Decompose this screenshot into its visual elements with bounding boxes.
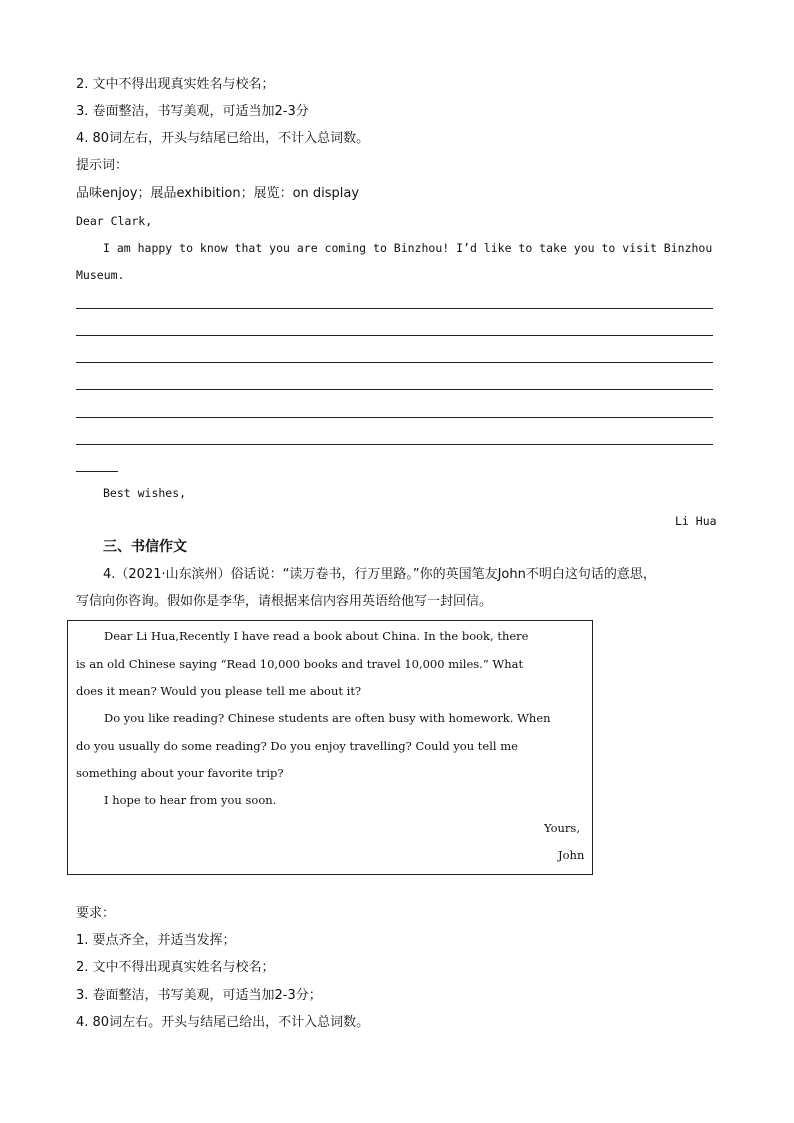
writing-line (76, 417, 713, 418)
question-text: 写信向你咨询。假如你是李华，请根据来信内容用英语给他写一封回信。 (76, 594, 493, 609)
incoming-letter-box (67, 620, 593, 875)
section-heading: 三、书信作文 (103, 539, 187, 555)
letter-greeting: Dear Clark, (76, 214, 153, 228)
requirement-line: 2. 文中不得出现真实姓名与校名； (76, 960, 275, 975)
writing-line (76, 335, 713, 336)
writing-line-short (76, 471, 118, 472)
requirement-line: 2. 文中不得出现真实姓名与校名； (76, 77, 275, 92)
box-letter-line: something about your favorite trip? (76, 766, 284, 780)
writing-line (76, 308, 713, 309)
letter-signature: Li Hua (675, 514, 717, 528)
box-letter-signature: John (558, 848, 585, 862)
letter-body: I am happy to know that you are coming to Binzhou! I’d like to take you to visit Binzhou (103, 241, 713, 255)
box-letter-line: does it mean? Would you please tell me about it? (76, 684, 362, 698)
requirement-line: 3. 卷面整洁，书写美观，可适当加2-3分； (76, 988, 322, 1003)
question-text: 4.（2021·山东滨州）俗话说：“读万卷书，行万里路。”你的英国笔友John不明白这句话的意思， (103, 567, 656, 582)
requirement-line: 3. 卷面整洁，书写美观，可适当加2-3分 (76, 104, 309, 119)
writing-line (76, 389, 713, 390)
box-letter-line: I hope to hear from you soon. (104, 793, 277, 807)
box-letter-closing: Yours, (544, 821, 580, 835)
hint-label: 提示词： (76, 158, 129, 173)
requirement-line: 1. 要点齐全，并适当发挥； (76, 933, 236, 948)
letter-body: Museum. (76, 268, 125, 282)
hint-words: 品味enjoy；展品exhibition；展览：on display (76, 186, 360, 201)
letter-closing: Best wishes, (103, 486, 187, 500)
requirement-line: 4. 80词左右。开头与结尾已给出，不计入总词数。 (76, 1015, 370, 1030)
requirement-line: 4. 80词左右，开头与结尾已给出，不计入总词数。 (76, 131, 370, 146)
box-letter-line: Do you like reading? Chinese students are often busy with homework. When (104, 711, 551, 725)
writing-line (76, 444, 713, 445)
writing-line (76, 362, 713, 363)
requirements-label: 要求： (76, 906, 116, 921)
box-letter-line: is an old Chinese saying “Read 10,000 books and travel 10,000 miles.” What (76, 657, 524, 671)
box-letter-line: Dear Li Hua,Recently I have read a book about China. In the book, there (104, 629, 529, 643)
box-letter-line: do you usually do some reading? Do you enjoy travelling? Could you tell me (76, 739, 518, 753)
